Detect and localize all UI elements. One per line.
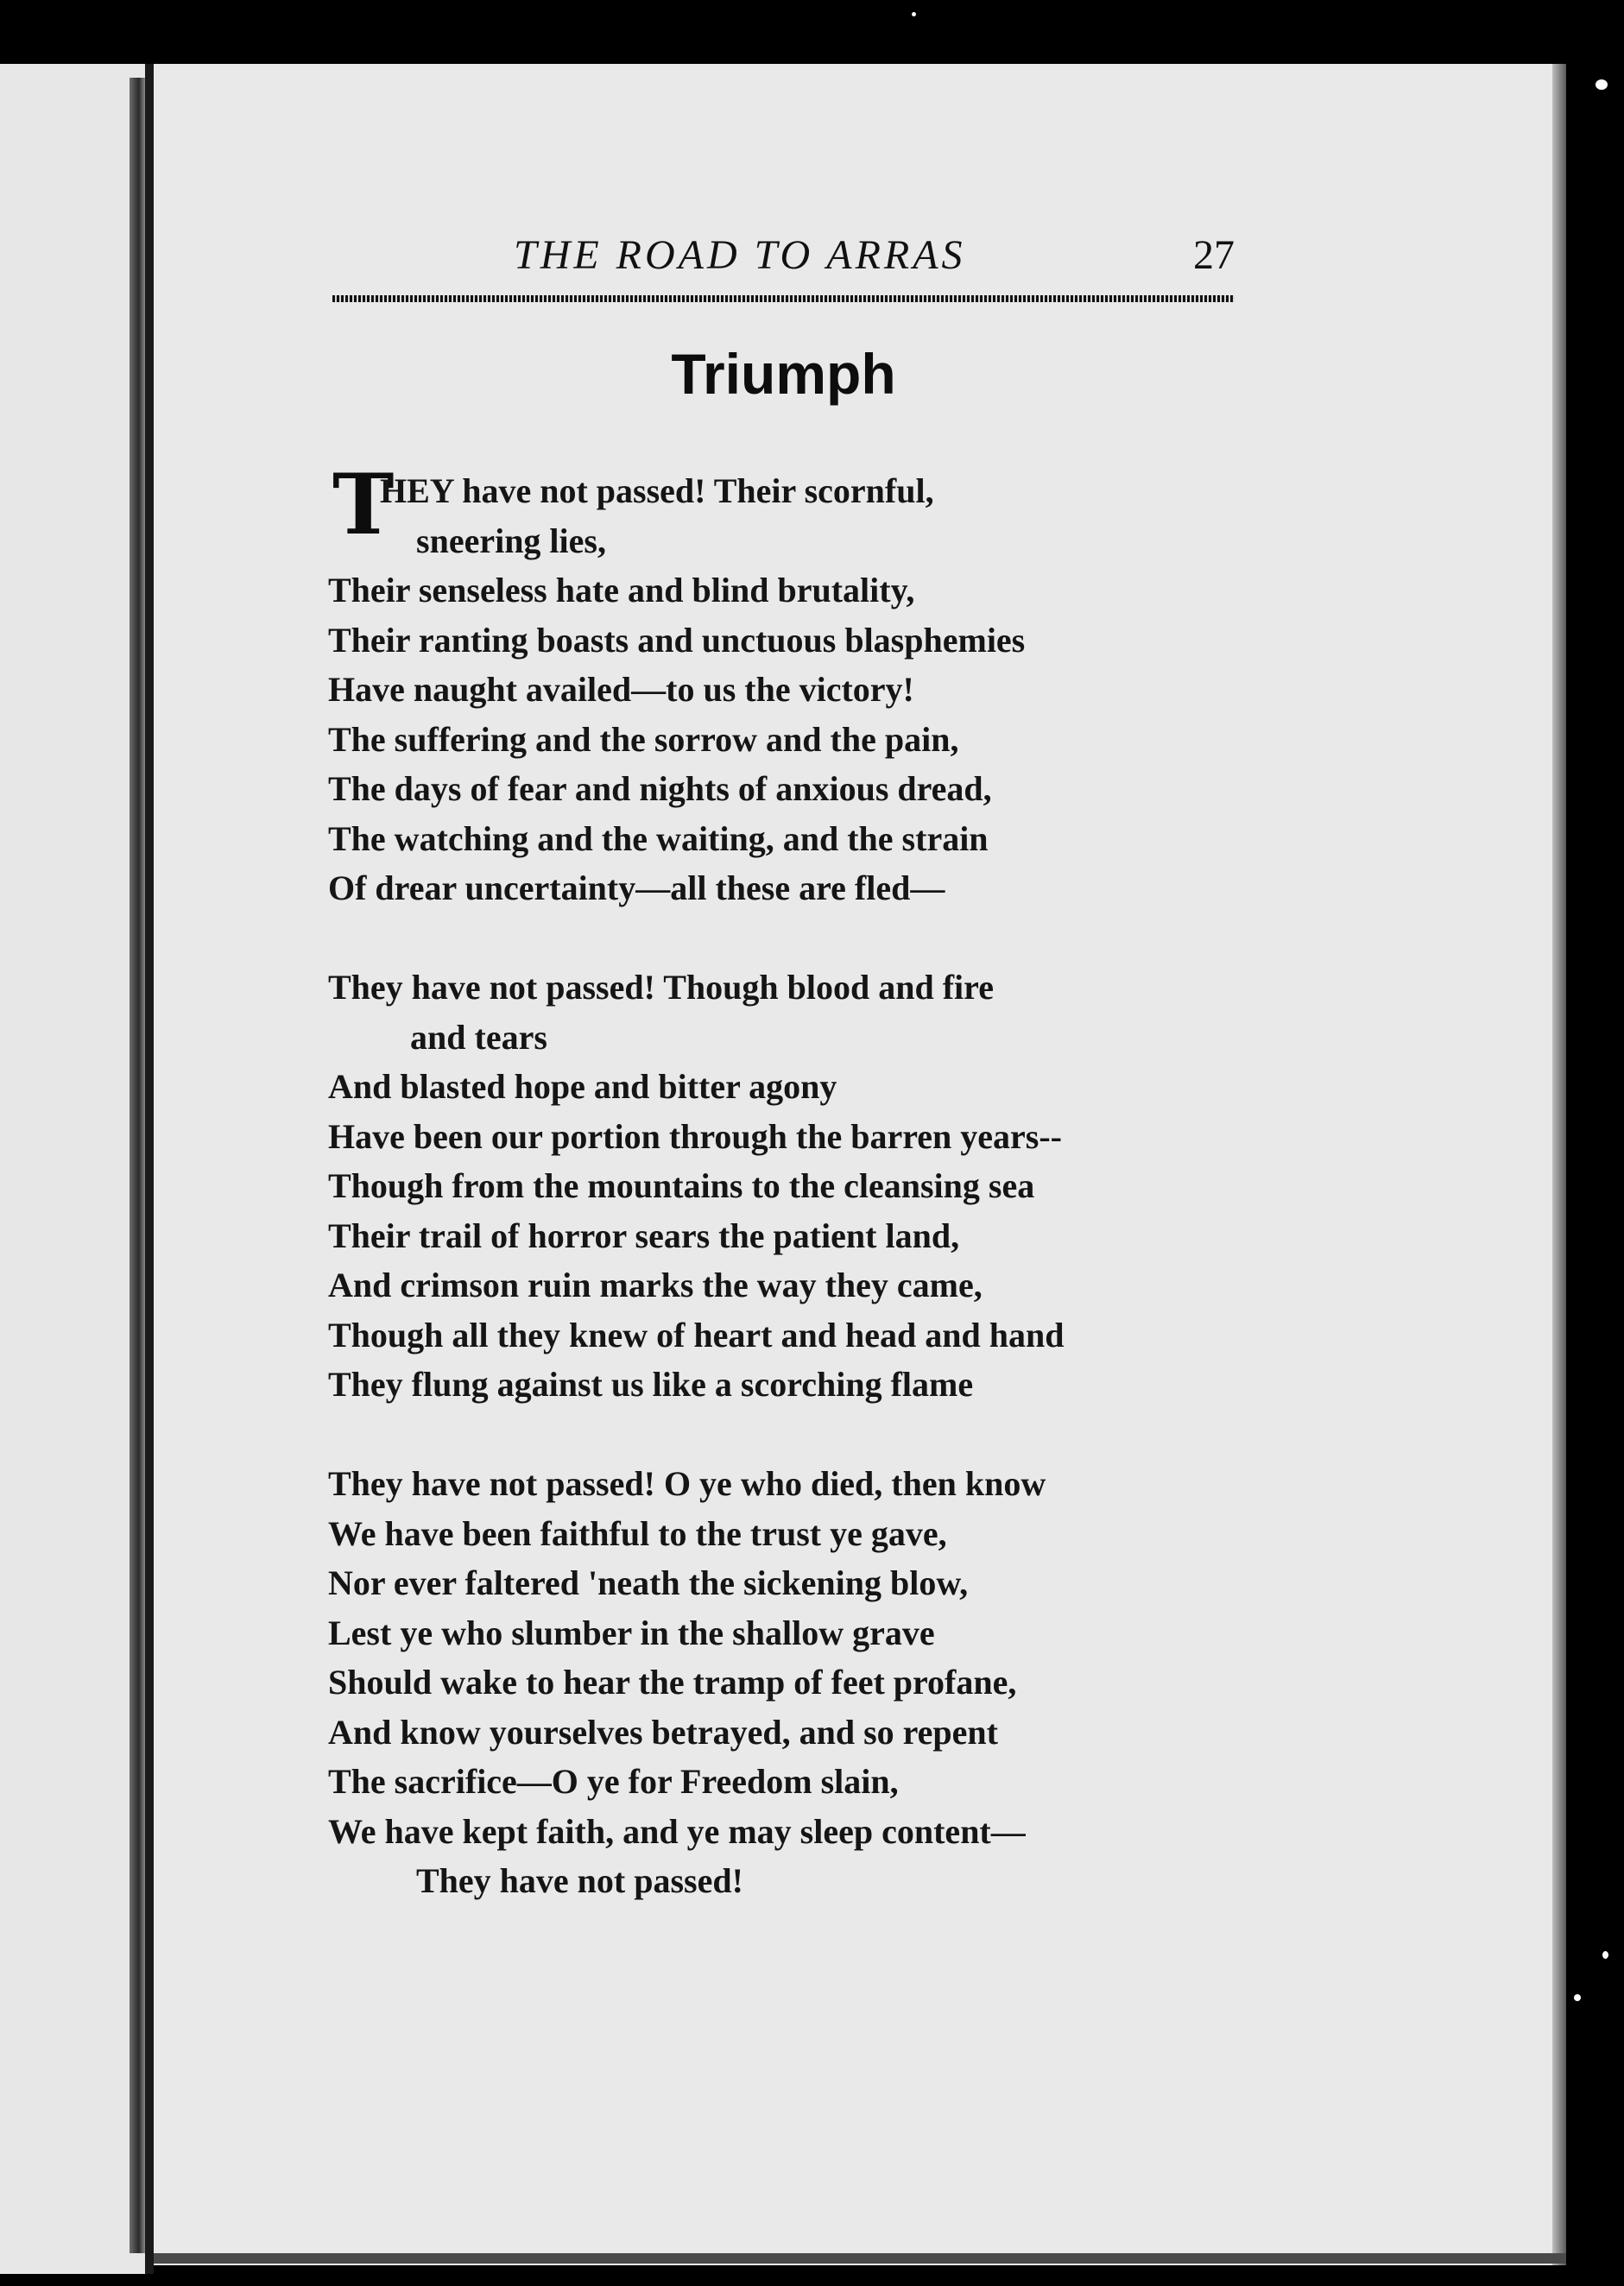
- poem-line: We have been faithful to the trust ye gave,: [328, 1513, 947, 1553]
- stanza-break: [328, 913, 1243, 963]
- running-title: THE ROAD TO ARRAS: [514, 232, 966, 278]
- drop-cap: T: [332, 456, 395, 553]
- book-gutter: [145, 64, 154, 2274]
- scan-speck: [1574, 1994, 1581, 2001]
- poem-line: HEY have not passed! Their scornful,: [380, 471, 934, 510]
- poem-line: They have not passed!: [416, 1861, 743, 1900]
- scan-speck: [1596, 79, 1608, 90]
- poem-line: They have not passed! Though blood and fire: [328, 968, 994, 1007]
- poem-line: And know yourselves betrayed, and so repent: [328, 1712, 998, 1752]
- page-right-edge: [1552, 64, 1566, 2265]
- poem-title: Triumph: [671, 342, 896, 406]
- poem-line: They have not passed! O ye who died, then know: [328, 1464, 1046, 1503]
- poem-line: Should wake to hear the tramp of feet profane,: [328, 1663, 1017, 1702]
- poem-line: The suffering and the sorrow and the pain,: [328, 719, 959, 759]
- scan-speck: [1602, 1951, 1608, 1959]
- poem-line: We have kept faith, and ye may sleep content—: [328, 1811, 1026, 1851]
- poem-body: [328, 456, 1243, 1906]
- poem-line: And blasted hope and bitter agony: [328, 1067, 837, 1106]
- page-bottom-edge: [154, 2253, 1566, 2264]
- poem-line: Their senseless hate and blind brutality,: [328, 571, 915, 609]
- stanza-break: [328, 1410, 1243, 1460]
- poem-line: Have naught availed—to us the victory!: [328, 670, 914, 709]
- left-page-remnant: [0, 64, 148, 2274]
- poem-line: Of drear uncertainty—all these are fled—: [328, 868, 945, 907]
- poem-line: Have been our portion through the barren years--: [328, 1116, 1062, 1156]
- poem-line: Lest ye who slumber in the shallow grave: [328, 1613, 935, 1652]
- poem-line: Nor ever faltered 'neath the sickening blow,: [328, 1563, 969, 1602]
- stanza-2: [328, 963, 1243, 1410]
- poem-line: They flung against us like a scorching flame: [328, 1365, 974, 1404]
- poem-line: Their ranting boasts and unctuous blasphemies: [328, 620, 1026, 660]
- page-header: [332, 231, 1235, 283]
- poem-line: and tears: [410, 1017, 547, 1057]
- stanza-3: [328, 1459, 1243, 1906]
- page-number: 27: [1193, 232, 1235, 278]
- poem-line: And crimson ruin marks the way they came,: [328, 1266, 983, 1304]
- poem-line: sneering lies,: [416, 521, 606, 560]
- poem-line: Though all they knew of heart and head and hand: [328, 1315, 1065, 1355]
- poem-line: The sacrifice—O ye for Freedom slain,: [328, 1762, 899, 1801]
- left-page-edge: [130, 78, 145, 2253]
- stanza-1: [328, 456, 1243, 913]
- poem-line: Their trail of horror sears the patient land,: [328, 1216, 960, 1255]
- poem-line: The days of fear and nights of anxious dread,: [328, 769, 992, 808]
- poem-line: Though from the mountains to the cleansing sea: [328, 1166, 1035, 1205]
- scan-speck: [912, 12, 916, 16]
- header-rule: [332, 295, 1235, 302]
- poem-line: The watching and the waiting, and the strain: [328, 818, 989, 858]
